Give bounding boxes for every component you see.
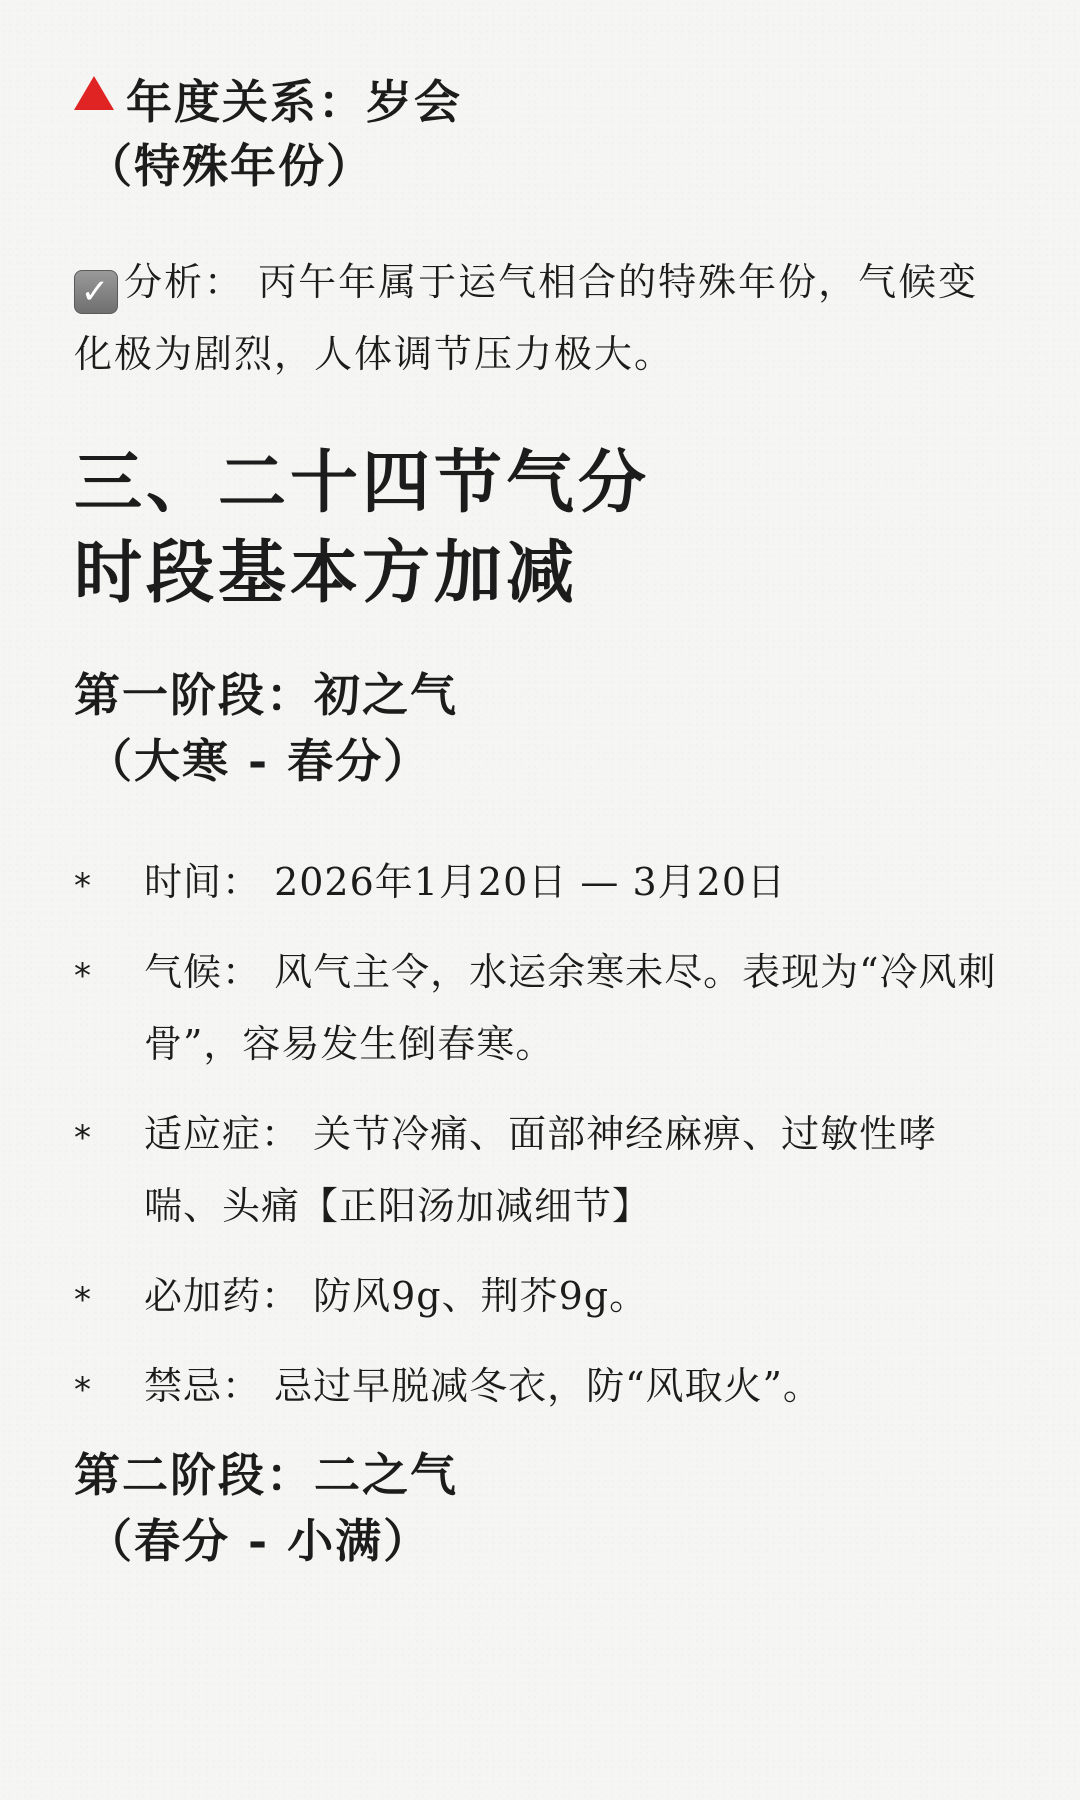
analysis-paragraph — [74, 246, 1014, 390]
list-item-text: 必加药： 防风9g、荆芥9g。 — [144, 1274, 649, 1318]
year-relation-subtitle: （特殊年份） — [86, 139, 374, 193]
section-title — [74, 438, 1014, 618]
list-item-text: 时间： 2026年1月20日 — 3月20日 — [144, 860, 787, 904]
stage-one-period: （大寒 - 春分） — [86, 734, 432, 788]
bullet-star-icon: * — [74, 1280, 92, 1320]
list-item — [74, 936, 1014, 1080]
stage-one-heading — [74, 662, 1014, 794]
red-triangle-icon — [74, 76, 114, 110]
list-item — [74, 1260, 1014, 1332]
list-item-text: 气候： 风气主令，水运余寒未尽。表现为“冷风刺骨”，容易发生倒春寒。 — [144, 950, 997, 1066]
document-page — [74, 70, 1014, 1574]
check-box-icon: ✓ — [74, 270, 118, 314]
stage-two-title: 第二阶段：二之气 — [74, 1448, 458, 1502]
list-item — [74, 1098, 1014, 1242]
stage-two-period: （春分 - 小满） — [86, 1514, 432, 1568]
bullet-star-icon: * — [74, 956, 92, 996]
bullet-star-icon: * — [74, 1118, 92, 1158]
list-item-text: 适应症： 关节冷痛、面部神经麻痹、过敏性哮喘、头痛【正阳汤加减细节】 — [144, 1112, 938, 1228]
list-item — [74, 1350, 1014, 1422]
analysis-text: 分析： 丙午年属于运气相合的特殊年份，气候变化极为剧烈，人体调节压力极大。 — [74, 260, 979, 376]
section-title-line1: 三、二十四节气分 — [74, 443, 651, 523]
stage-one-list — [74, 846, 1014, 1422]
list-item-text: 禁忌： 忌过早脱减冬衣，防“风取火”。 — [144, 1364, 822, 1408]
section-title-line2: 时段基本方加减 — [74, 533, 579, 613]
bullet-star-icon: * — [74, 866, 92, 906]
stage-two-heading — [74, 1442, 1014, 1574]
stage-one-title: 第一阶段：初之气 — [74, 668, 458, 722]
list-item — [74, 846, 1014, 918]
year-relation-title: 年度关系：岁会 — [126, 75, 462, 129]
year-relation-heading — [74, 70, 1014, 198]
bullet-star-icon: * — [74, 1370, 92, 1410]
